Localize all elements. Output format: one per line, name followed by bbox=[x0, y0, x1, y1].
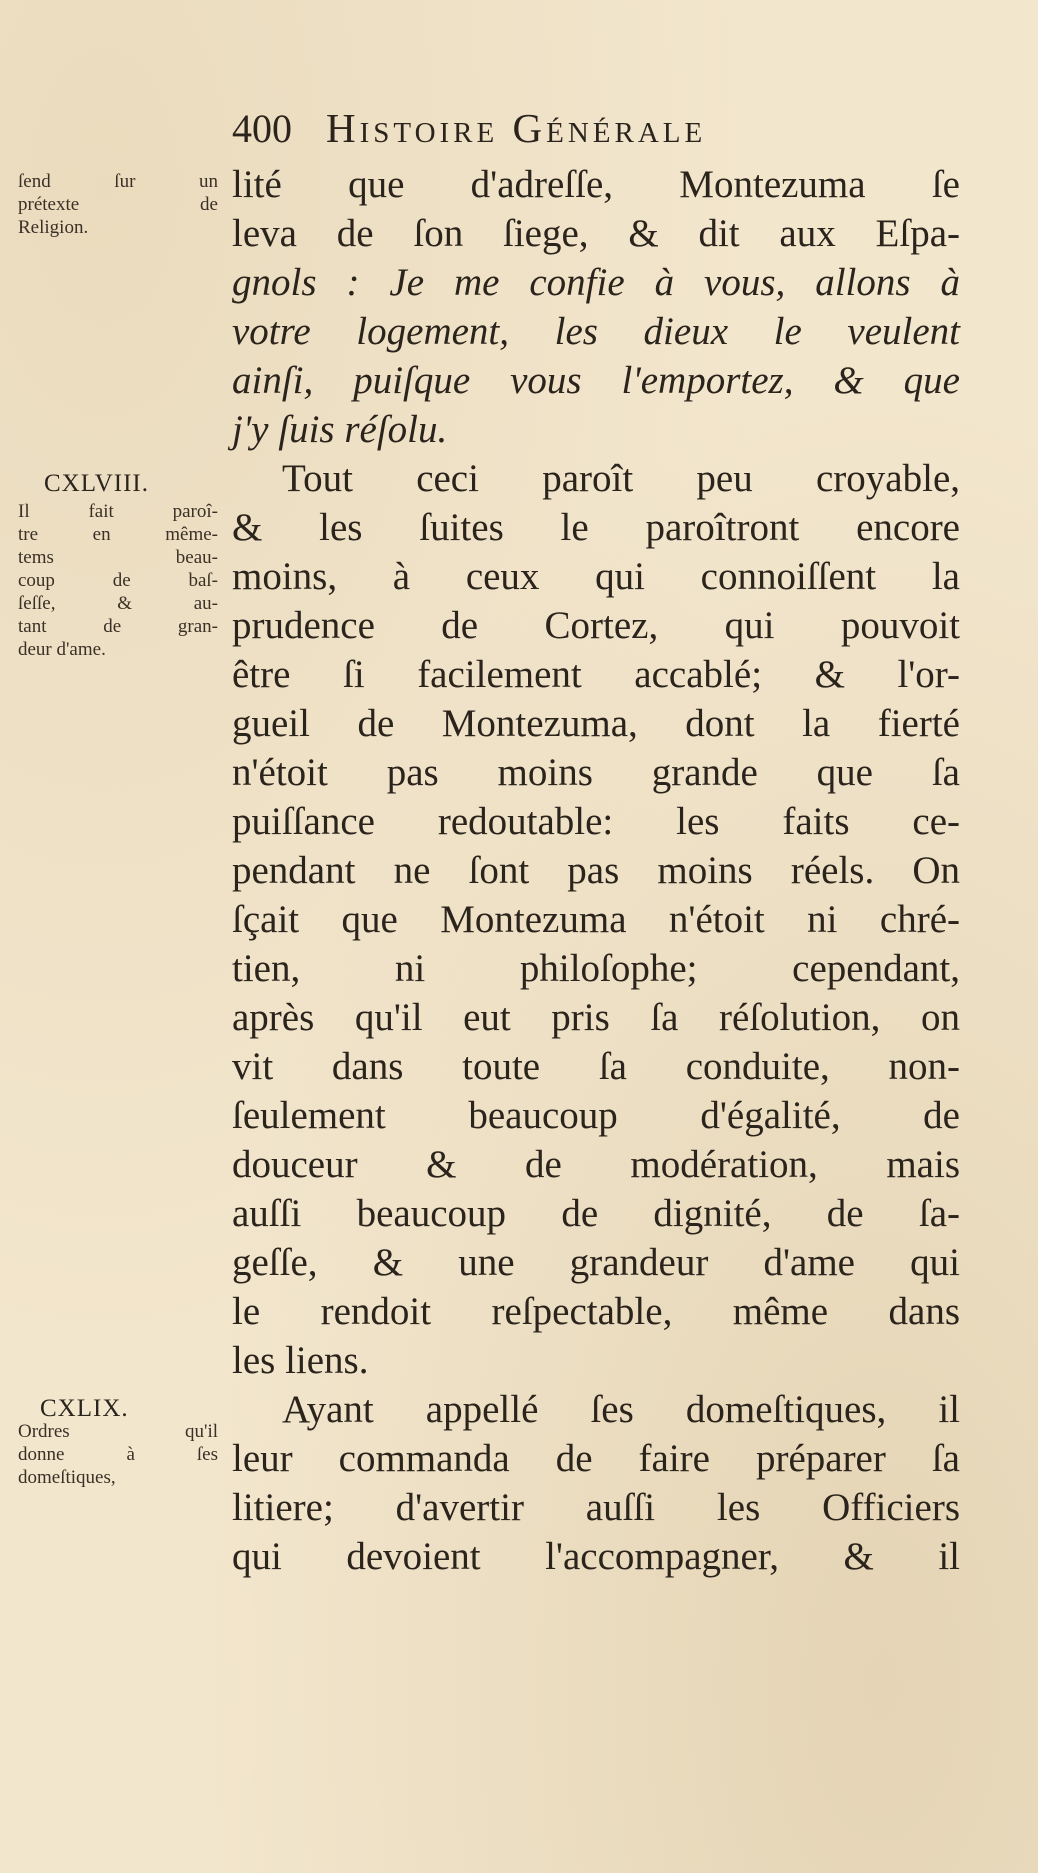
text-line: j'y ſuis réſolu. bbox=[232, 408, 448, 451]
text-line: moins, à ceux qui connoiſſent la bbox=[232, 555, 960, 598]
text-line: & les ſuites le paroîtront encore bbox=[232, 506, 960, 549]
text-line: Tout ceci paroît peu croyable, bbox=[282, 457, 960, 500]
text-line: les liens. bbox=[232, 1339, 369, 1382]
text-line: Ayant appellé ſes domeſtiques, il bbox=[282, 1388, 960, 1431]
section-number-149: CXLIX. bbox=[40, 1395, 129, 1422]
margin-line: Ordres qu'il bbox=[18, 1421, 218, 1442]
margin-line: deur d'ame. bbox=[18, 639, 106, 660]
text-line: vit dans toute ſa conduite, non- bbox=[232, 1045, 960, 1088]
margin-note-dignity bbox=[18, 500, 218, 661]
text-line: gueil de Montezuma, dont la fierté bbox=[232, 702, 960, 745]
text-line: gnols : Je me confie à vous, allons à bbox=[232, 261, 960, 304]
text-line: litiere; d'avertir auſſi les Officiers bbox=[232, 1486, 960, 1529]
text-line: puiſſance redoutable: les faits ce- bbox=[232, 800, 960, 843]
margin-note-orders bbox=[18, 1420, 218, 1489]
text-line: ainſi, puiſque vous l'emportez, & que bbox=[232, 359, 960, 402]
margin-line: donne à ſes bbox=[18, 1444, 218, 1465]
text-line: lité que d'adreſſe, Montezuma ſe bbox=[232, 163, 960, 206]
margin-line: ſend ſur un bbox=[18, 171, 218, 192]
margin-line: prétexte de bbox=[18, 194, 218, 215]
page-header bbox=[232, 104, 922, 164]
text-line: qui devoient l'accompagner, & il bbox=[232, 1535, 960, 1578]
margin-line: tre en même- bbox=[18, 524, 218, 545]
text-line: après qu'il eut pris ſa réſolution, on bbox=[232, 996, 960, 1039]
text-line: n'étoit pas moins grande que ſa bbox=[232, 751, 960, 794]
text-line: prudence de Cortez, qui pouvoit bbox=[232, 604, 960, 647]
margin-line: Religion. bbox=[18, 217, 89, 238]
section-number-148: CXLVIII. bbox=[44, 470, 149, 497]
text-line: ſeulement beaucoup d'égalité, de bbox=[232, 1094, 960, 1137]
text-line: le rendoit reſpectable, même dans bbox=[232, 1290, 960, 1333]
text-line: auſſi beaucoup de dignité, de ſa- bbox=[232, 1192, 960, 1235]
margin-line: coup de baſ- bbox=[18, 570, 218, 591]
body-text bbox=[232, 160, 960, 1581]
text-line: leur commanda de faire préparer ſa bbox=[232, 1437, 960, 1480]
text-line: geſſe, & une grandeur d'ame qui bbox=[232, 1241, 960, 1284]
text-line: ſçait que Montezuma n'étoit ni chré- bbox=[232, 898, 960, 941]
margin-line: tant de gran- bbox=[18, 616, 218, 637]
text-line: pendant ne ſont pas moins réels. On bbox=[232, 849, 960, 892]
margin-line: ſeſſe, & au- bbox=[18, 593, 218, 614]
text-line: être ſi facilement accablé; & l'or- bbox=[232, 653, 960, 696]
margin-line: Il fait paroî- bbox=[18, 501, 218, 522]
text-line: votre logement, les dieux le veulent bbox=[232, 310, 960, 353]
text-line: leva de ſon ſiege, & dit aux Eſpa- bbox=[232, 212, 960, 255]
running-title: Histoire Générale bbox=[326, 105, 707, 151]
margin-line: tems beau- bbox=[18, 547, 218, 568]
margin-line: domeſtiques, bbox=[18, 1467, 116, 1488]
page-number: 400 bbox=[232, 106, 292, 151]
margin-note-pretext bbox=[18, 170, 218, 239]
text-line: tien, ni philoſophe; cependant, bbox=[232, 947, 960, 990]
text-line: douceur & de modération, mais bbox=[232, 1143, 960, 1186]
